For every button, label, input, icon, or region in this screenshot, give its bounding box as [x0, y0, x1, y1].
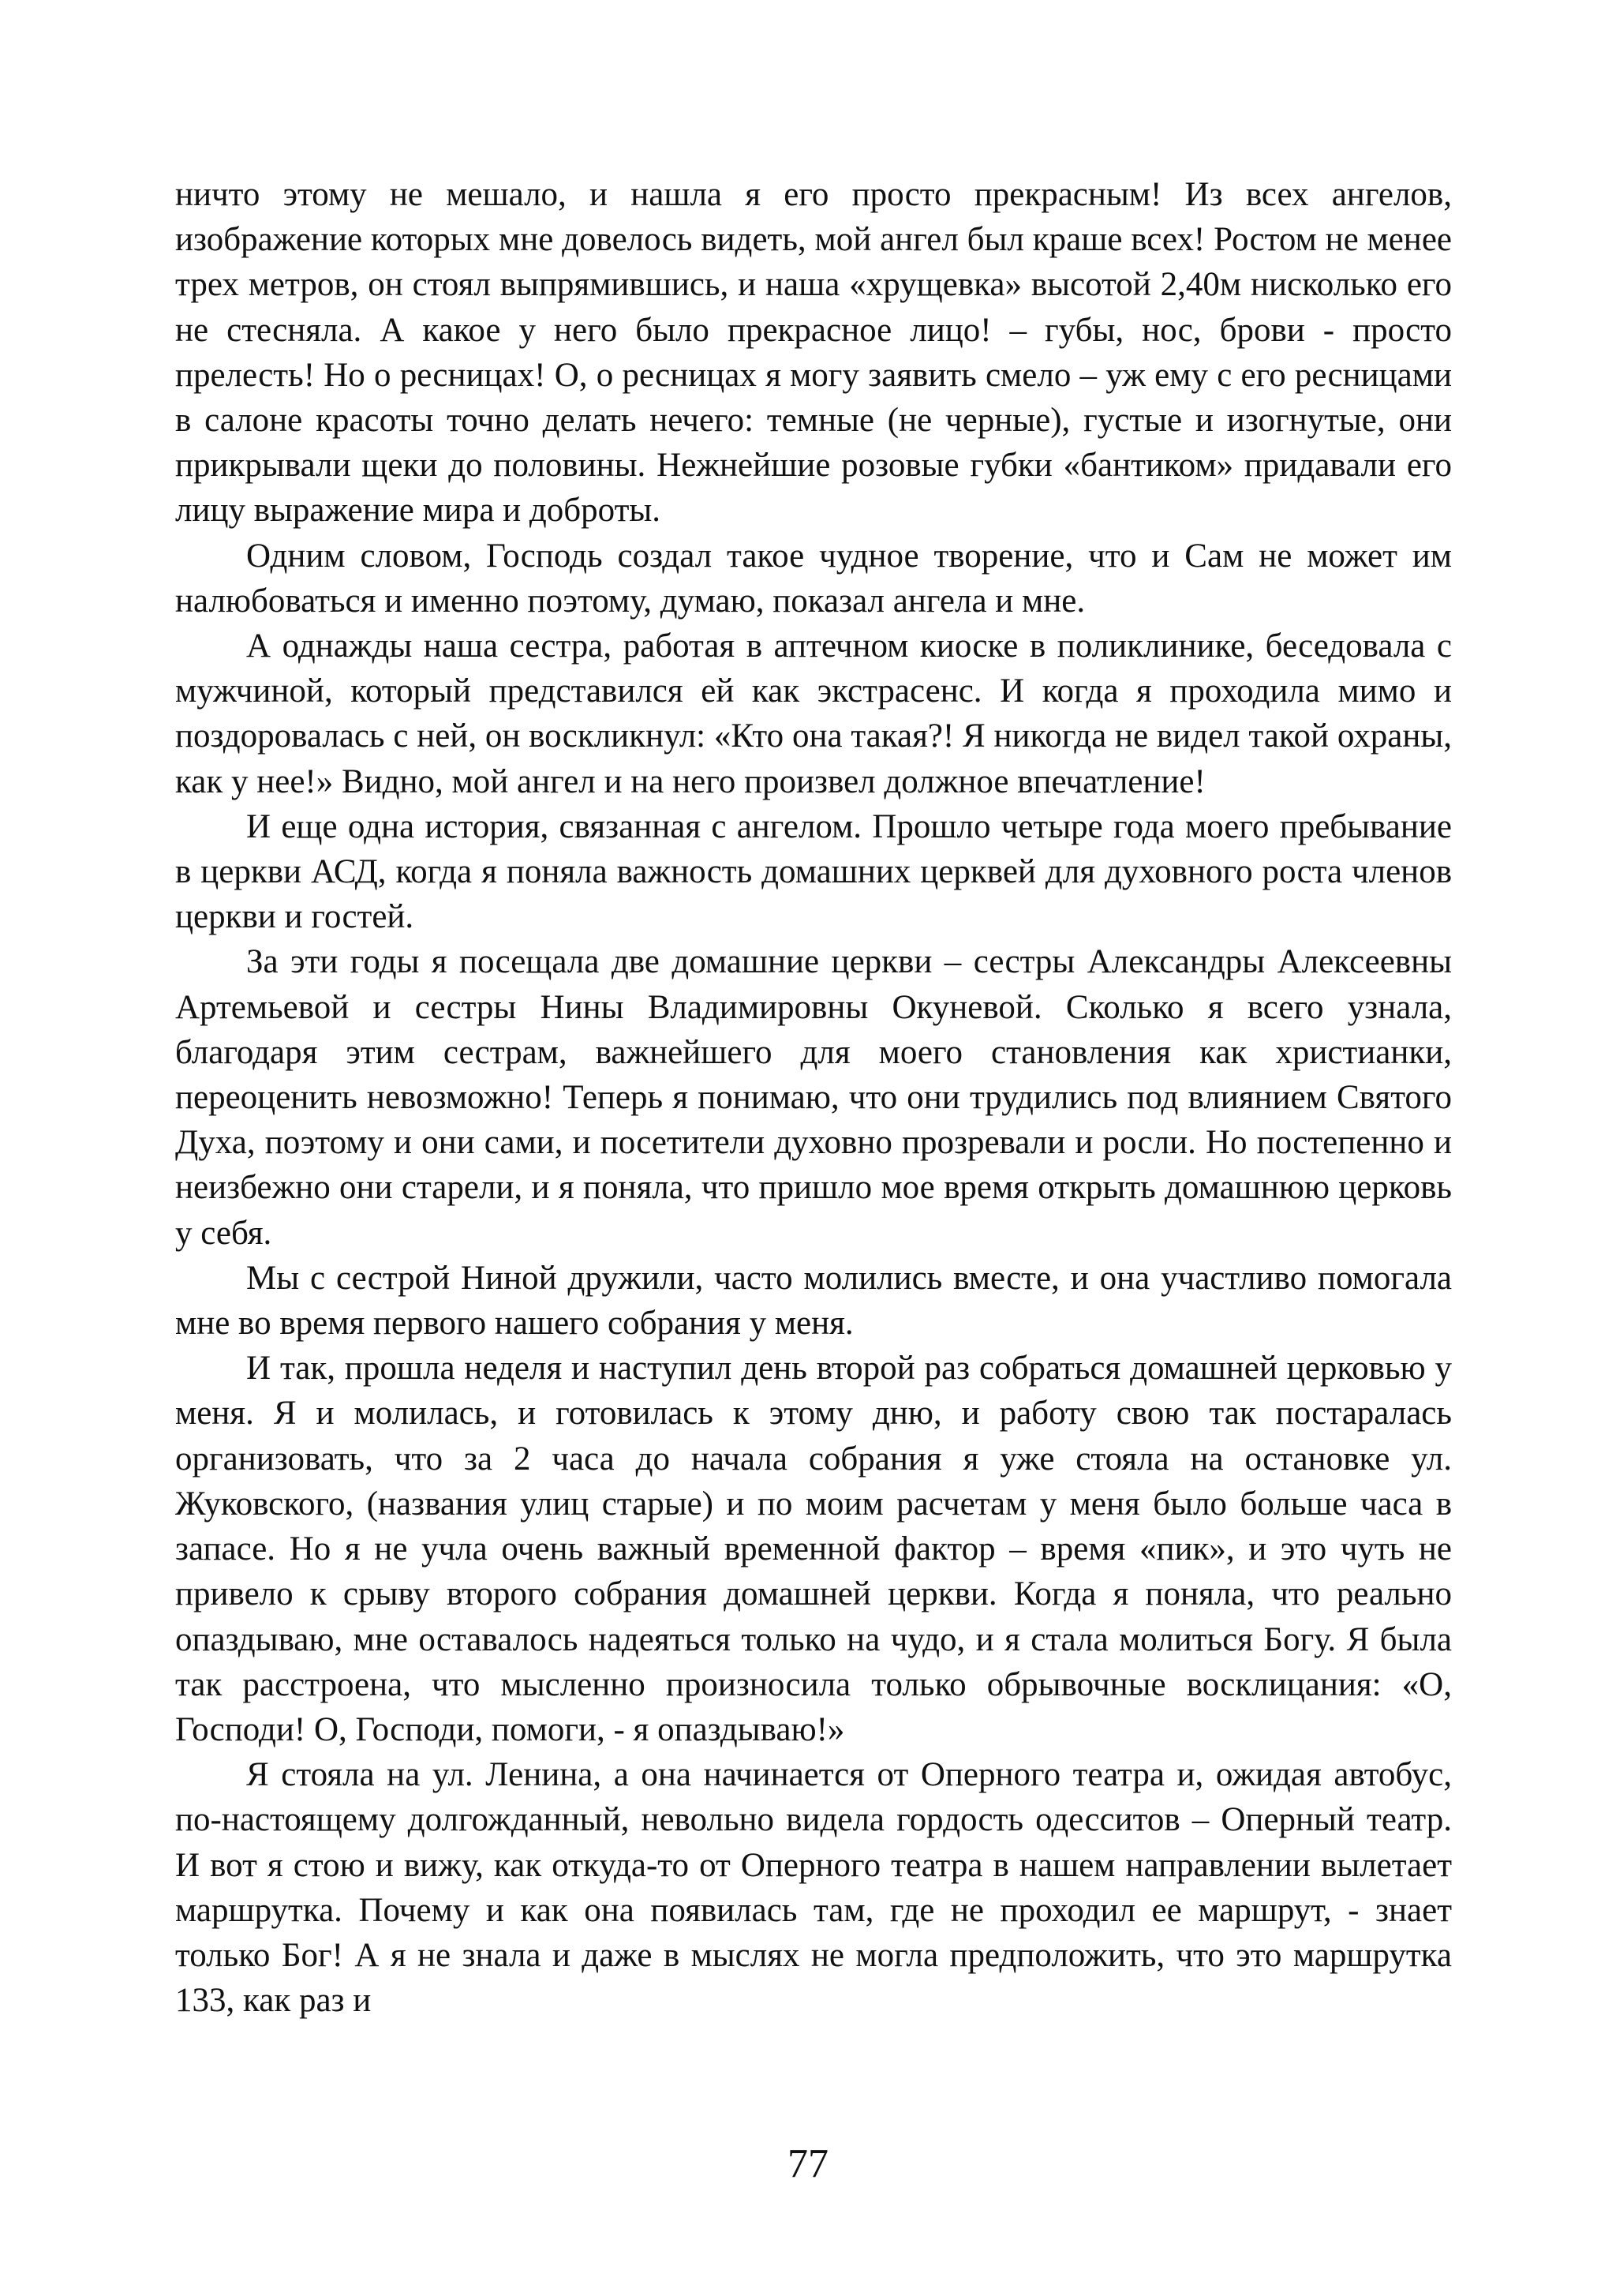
page-number: 77: [787, 2141, 829, 2186]
body-text: [175, 172, 1452, 2023]
paragraph-continued: ничто этому не мешало, и нашла я его просто прекрасным! Из всех ангелов, изображение которых мне довелось видеть, мой ангел был краше всех! Ростом не менее трех метров, он стоял выпрямившись, и наша «хрущевка» высотой 2,40м нисколько его не стесняла. А какое у него было прекрасное лицо! – губы, нос, брови - просто прелесть! Но о ресницах! О, о ресницах я могу заявить смело – уж ему с его ресницами в салоне красоты точно делать нечего: темные (не черные), густые и изогнутые, они прикрывали щеки до половины. Нежнейшие розовые губки «бантиком» придавали его лицу выражение мира и доброты.: [175, 176, 1452, 530]
paragraph: Мы с сестрой Ниной дружили, часто молились вместе, и она участливо помогала мне во время первого нашего собрания у меня.: [175, 1259, 1452, 1343]
paragraph: За эти годы я посещала две домашние церкви – сестры Александры Алексеевны Артемьевой и сестры Нины Владимировны Окуневой. Сколько я всего узнала, благодаря этим сестрам, важнейшего для моего становления как христианки, переоценить невозможно! Теперь я понимаю, что они трудились под влиянием Святого Духа, поэтому и они сами, и посетители духовно прозревали и росли. Но постепенно и неизбежно они старели, и я поняла, что пришло мое время открыть домашнюю церковь у себя.: [175, 943, 1452, 1252]
paragraph: Одним словом, Господь создал такое чудное творение, что и Сам не может им налюбоваться и именно поэтому, думаю, показал ангела и мне.: [175, 537, 1452, 620]
paragraph: И еще одна история, связанная с ангелом. Прошло четыре года моего пребывание в церкви АСД, когда я поняла важность домашних церквей для духовного роста членов церкви и гостей.: [175, 807, 1452, 936]
paragraph: Я стояла на ул. Ленина, а она начинается от Оперного театра и, ожидая автобус, по-настоящему долгожданный, невольно видела гордость одесситов – Оперный театр. И вот я стою и вижу, как откуда-то от Оперного театра в нашем направлении вылетает маршрутка. Почему и как она появилась там, где не проходил ее маршрут, - знает только Бог! А я не знала и даже в мыслях не могла предположить, что это маршрутка 133, как раз и: [175, 1756, 1452, 2020]
paragraph: А однажды наша сестра, работая в аптечном киоске в поликлинике, беседовала с мужчиной, который представился ей как экстрасенс. И когда я проходила мимо и поздоровалась с ней, он воскликнул: «Кто она такая?! Я никогда не видел такой охраны, как у нее!» Видно, мой ангел и на него произвел должное впечатление!: [175, 627, 1452, 800]
paragraph: И так, прошла неделя и наступил день второй раз собраться домашней церковью у меня. Я и молилась, и готовилась к этому дню, и работу свою так постаралась организовать, что за 2 часа до начала собрания я уже стояла на остановке ул. Жуковского, (названия улиц старые) и по моим расчетам у меня было больше часа в запасе. Но я не учла очень важный временной фактор – время «пик», и это чуть не привело к срыву второго собрания домашней церкви. Когда я поняла, что реально опаздываю, мне оставалось надеяться только на чудо, и я стала молиться Богу. Я была так расстроена, что мысленно произносила только обрывочные восклицания: «О, Господи! О, Господи, помоги, - я опаздываю!»: [175, 1350, 1452, 1748]
